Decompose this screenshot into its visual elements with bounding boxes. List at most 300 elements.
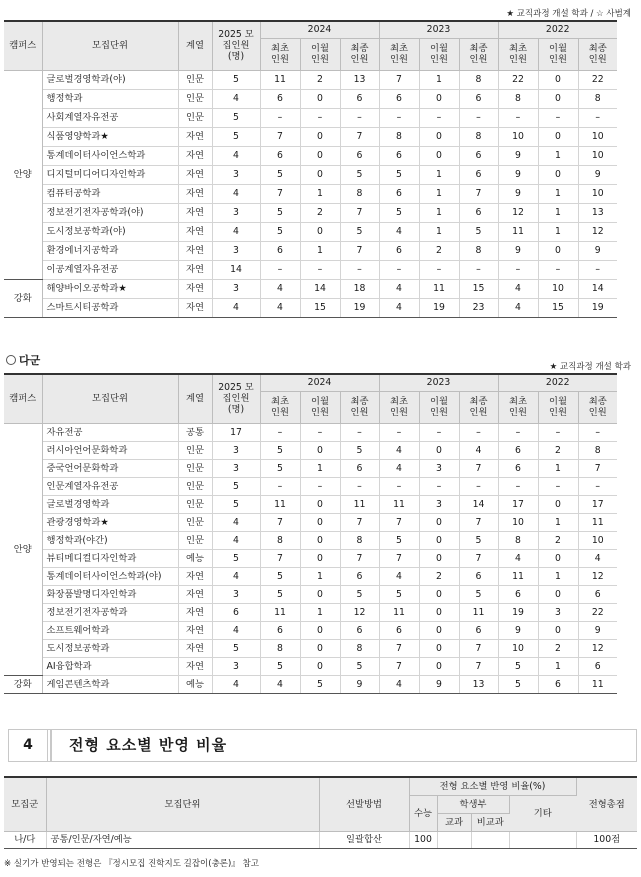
unit-cell: 소프트웨어학과 <box>42 621 178 639</box>
count-cell: 4 <box>260 675 300 693</box>
count-cell: 0 <box>419 127 459 146</box>
count-cell: 0 <box>538 585 578 603</box>
count-cell: 0 <box>300 621 340 639</box>
campus-cell: 강화 <box>4 675 42 693</box>
table-row <box>4 279 617 298</box>
count-cell: 15 <box>538 298 578 317</box>
unit-cell: 도시정보공학과(야) <box>42 222 178 241</box>
header-year: 2022 <box>498 374 617 391</box>
ratio-header-subject: 교과 <box>437 813 471 831</box>
count-cell: 1 <box>419 222 459 241</box>
count-cell: – <box>340 108 379 127</box>
header-sub: 최초 인원 <box>498 391 538 423</box>
count-cell: 19 <box>578 298 617 317</box>
count-cell: 9 <box>498 184 538 203</box>
count-cell: 7 <box>459 459 498 477</box>
unit-cell: 게임콘텐츠학과 <box>42 675 178 693</box>
count-cell: 1 <box>300 567 340 585</box>
count-cell: 5 <box>260 657 300 675</box>
table-row <box>4 298 617 317</box>
table-row <box>4 108 617 127</box>
count-cell: 10 <box>538 279 578 298</box>
count-cell: 11 <box>498 567 538 585</box>
count-cell: 2 <box>300 70 340 89</box>
count-cell: 9 <box>340 675 379 693</box>
count-cell: 7 <box>459 549 498 567</box>
ratio-cell-method: 일괄합산 <box>319 831 409 848</box>
count-cell: 9 <box>419 675 459 693</box>
count-cell: 19 <box>419 298 459 317</box>
count-cell: 0 <box>538 127 578 146</box>
count-cell: 0 <box>300 531 340 549</box>
count-cell: – <box>538 477 578 495</box>
count-cell: 3 <box>538 603 578 621</box>
count-cell: 3 <box>419 495 459 513</box>
unit-cell: 화장품발명디자인학과 <box>42 585 178 603</box>
campus-cell: 안양 <box>4 70 42 279</box>
count-cell: 7 <box>459 184 498 203</box>
table-row <box>4 441 617 459</box>
unit-cell: 컴퓨터공학과 <box>42 184 178 203</box>
count-cell: 1 <box>300 603 340 621</box>
quota-cell: 4 <box>212 89 260 108</box>
count-cell: 0 <box>419 585 459 603</box>
count-cell: 0 <box>419 603 459 621</box>
count-cell: 5 <box>340 585 379 603</box>
table-row <box>4 531 617 549</box>
header-unit: 모집단위 <box>42 21 178 70</box>
field-cell: 자연 <box>178 222 212 241</box>
count-cell: 6 <box>498 585 538 603</box>
count-cell: 7 <box>340 203 379 222</box>
count-cell: – <box>538 423 578 441</box>
count-cell: 4 <box>379 459 419 477</box>
field-cell: 자연 <box>178 165 212 184</box>
unit-cell: 정보전기전자공학과(야) <box>42 203 178 222</box>
count-cell: 5 <box>379 531 419 549</box>
count-cell: – <box>300 423 340 441</box>
ratio-cell-nonsubject <box>471 831 509 848</box>
quota-cell: 5 <box>212 127 260 146</box>
legend-teacher-course: ★ 교직과정 개설 학과 / ☆ 사범계 <box>506 9 631 19</box>
count-cell: 1 <box>538 657 578 675</box>
header-unit: 모집단위 <box>42 374 178 423</box>
ratio-header-method: 선발방법 <box>319 777 409 831</box>
count-cell: 5 <box>260 567 300 585</box>
count-cell: 8 <box>578 89 617 108</box>
count-cell: 11 <box>498 222 538 241</box>
count-cell: – <box>498 260 538 279</box>
quota-cell: 3 <box>212 241 260 260</box>
count-cell: 0 <box>300 657 340 675</box>
count-cell: 15 <box>300 298 340 317</box>
count-cell: 10 <box>498 513 538 531</box>
count-cell: 7 <box>578 459 617 477</box>
unit-cell: 자유전공 <box>42 423 178 441</box>
count-cell: – <box>498 477 538 495</box>
quota-cell: 5 <box>212 477 260 495</box>
count-cell: 5 <box>340 441 379 459</box>
table-row <box>4 184 617 203</box>
count-cell: 0 <box>538 241 578 260</box>
header-sub: 최종 인원 <box>578 38 617 70</box>
count-cell: 8 <box>459 127 498 146</box>
count-cell: 0 <box>300 165 340 184</box>
campus-cell: 안양 <box>4 423 42 675</box>
count-cell: – <box>379 477 419 495</box>
count-cell: 4 <box>260 298 300 317</box>
count-cell: 5 <box>340 165 379 184</box>
campus-cell: 강화 <box>4 279 42 317</box>
count-cell: 11 <box>260 495 300 513</box>
count-cell: 5 <box>300 675 340 693</box>
unit-cell: 스마트시티공학과 <box>42 298 178 317</box>
table-row <box>4 657 617 675</box>
header-campus: 캠퍼스 <box>4 21 42 70</box>
count-cell: 1 <box>419 203 459 222</box>
count-cell: 0 <box>300 585 340 603</box>
count-cell: 7 <box>459 513 498 531</box>
header-sub: 이월 인원 <box>538 38 578 70</box>
header-year: 2023 <box>379 374 498 391</box>
unit-cell: 정보전기전자공학과 <box>42 603 178 621</box>
table-row <box>4 165 617 184</box>
count-cell: 1 <box>538 203 578 222</box>
unit-cell: 관광경영학과★ <box>42 513 178 531</box>
count-cell: 7 <box>459 657 498 675</box>
count-cell: 4 <box>260 279 300 298</box>
count-cell: 6 <box>340 146 379 165</box>
count-cell: 19 <box>340 298 379 317</box>
count-cell: 6 <box>379 184 419 203</box>
ratio-table <box>4 776 637 849</box>
field-cell: 인문 <box>178 441 212 459</box>
count-cell: 0 <box>419 441 459 459</box>
count-cell: 11 <box>459 603 498 621</box>
count-cell: – <box>340 423 379 441</box>
count-cell: 0 <box>300 89 340 108</box>
header-sub: 최초 인원 <box>498 38 538 70</box>
count-cell: 11 <box>419 279 459 298</box>
count-cell: 9 <box>498 146 538 165</box>
field-cell: 공통 <box>178 423 212 441</box>
count-cell: 23 <box>459 298 498 317</box>
count-cell: 8 <box>498 531 538 549</box>
quota-cell: 5 <box>212 70 260 89</box>
field-cell: 인문 <box>178 89 212 108</box>
field-cell: 인문 <box>178 477 212 495</box>
section-divider <box>50 730 52 761</box>
count-cell: 8 <box>340 531 379 549</box>
unit-cell: 환경에너지공학과 <box>42 241 178 260</box>
count-cell: 6 <box>459 621 498 639</box>
count-cell: 17 <box>498 495 538 513</box>
header-sub: 이월 인원 <box>419 391 459 423</box>
unit-cell: AI융합학과 <box>42 657 178 675</box>
count-cell: – <box>578 108 617 127</box>
unit-cell: 러시아언어문화학과 <box>42 441 178 459</box>
field-cell: 예능 <box>178 675 212 693</box>
circle-bullet-icon <box>6 355 16 365</box>
count-cell: 5 <box>459 531 498 549</box>
count-cell: 0 <box>538 89 578 108</box>
count-cell: 6 <box>260 621 300 639</box>
quota-cell: 4 <box>212 298 260 317</box>
count-cell: – <box>260 477 300 495</box>
count-cell: – <box>498 108 538 127</box>
table-row <box>4 513 617 531</box>
table-row <box>4 477 617 495</box>
field-cell: 자연 <box>178 203 212 222</box>
count-cell: 9 <box>498 165 538 184</box>
count-cell: 4 <box>498 549 538 567</box>
quota-cell: 3 <box>212 165 260 184</box>
table-row <box>4 585 617 603</box>
count-cell: 11 <box>578 513 617 531</box>
count-cell: 11 <box>379 495 419 513</box>
table-row <box>4 70 617 89</box>
ratio-header-ratio: 전형 요소별 반영 비율(%) <box>409 777 576 795</box>
ratio-header-other: 기타 <box>509 795 576 831</box>
count-cell: 4 <box>459 441 498 459</box>
table-row <box>4 127 617 146</box>
quota-cell: 14 <box>212 260 260 279</box>
count-cell: – <box>379 423 419 441</box>
field-cell: 인문 <box>178 459 212 477</box>
quota-cell: 17 <box>212 423 260 441</box>
count-cell: 8 <box>459 70 498 89</box>
count-cell: – <box>498 423 538 441</box>
count-cell: 7 <box>340 513 379 531</box>
field-cell: 인문 <box>178 108 212 127</box>
count-cell: 9 <box>578 165 617 184</box>
table-row <box>4 567 617 585</box>
count-cell: 5 <box>260 203 300 222</box>
count-cell: 7 <box>379 549 419 567</box>
count-cell: 22 <box>498 70 538 89</box>
count-cell: 8 <box>340 184 379 203</box>
count-cell: 12 <box>578 222 617 241</box>
count-cell: 14 <box>459 495 498 513</box>
count-cell: 7 <box>459 639 498 657</box>
header-sub: 최초 인원 <box>379 391 419 423</box>
header-field: 계열 <box>178 374 212 423</box>
count-cell: 1 <box>538 459 578 477</box>
count-cell: 2 <box>300 203 340 222</box>
count-cell: 4 <box>498 298 538 317</box>
quota-cell: 4 <box>212 621 260 639</box>
header-sub: 최초 인원 <box>260 38 300 70</box>
count-cell: – <box>459 260 498 279</box>
unit-cell: 글로벌경영학과 <box>42 495 178 513</box>
count-cell: – <box>459 477 498 495</box>
table-row <box>4 549 617 567</box>
ratio-header-school: 학생부 <box>437 795 509 813</box>
count-cell: 1 <box>419 70 459 89</box>
count-cell: 8 <box>459 241 498 260</box>
field-cell: 자연 <box>178 657 212 675</box>
count-cell: 11 <box>260 70 300 89</box>
count-cell: 4 <box>379 298 419 317</box>
count-cell: – <box>578 423 617 441</box>
count-cell: 6 <box>578 657 617 675</box>
header-sub: 이월 인원 <box>538 391 578 423</box>
table-row <box>4 495 617 513</box>
count-cell: 0 <box>419 531 459 549</box>
count-cell: 6 <box>459 146 498 165</box>
header-sub: 이월 인원 <box>300 38 340 70</box>
count-cell: 11 <box>260 603 300 621</box>
count-cell: 12 <box>340 603 379 621</box>
count-cell: 8 <box>578 441 617 459</box>
count-cell: 5 <box>379 165 419 184</box>
count-cell: 8 <box>260 639 300 657</box>
ratio-cell-group: 나/다 <box>4 831 46 848</box>
count-cell: 6 <box>578 585 617 603</box>
count-cell: 7 <box>340 549 379 567</box>
unit-cell: 글로벌경영학과(야) <box>42 70 178 89</box>
count-cell: 5 <box>498 657 538 675</box>
count-cell: – <box>419 423 459 441</box>
count-cell: – <box>340 260 379 279</box>
count-cell: 6 <box>379 241 419 260</box>
quota-cell: 3 <box>212 279 260 298</box>
count-cell: 6 <box>340 621 379 639</box>
header-year: 2023 <box>379 21 498 38</box>
count-cell: 0 <box>300 549 340 567</box>
unit-cell: 행정학과 <box>42 89 178 108</box>
admission-table-da <box>4 373 617 694</box>
count-cell: 0 <box>419 89 459 108</box>
footnote: ※ 실기가 반영되는 전형은 『정시모집 진학지도 길잡이(충론)』 참고 <box>4 859 259 869</box>
count-cell: 6 <box>459 203 498 222</box>
count-cell: 1 <box>538 567 578 585</box>
unit-cell: 행정학과(야간) <box>42 531 178 549</box>
field-cell: 예능 <box>178 549 212 567</box>
unit-cell: 뷰티메디컬디자인학과 <box>42 549 178 567</box>
count-cell: 12 <box>578 639 617 657</box>
section-title-da <box>6 352 40 368</box>
count-cell: 6 <box>379 146 419 165</box>
unit-cell: 식품영양학과★ <box>42 127 178 146</box>
legend-teacher-course-da: ★ 교직과정 개설 학과 <box>549 362 631 372</box>
count-cell: 7 <box>340 241 379 260</box>
header-sub: 최종 인원 <box>459 391 498 423</box>
count-cell: 1 <box>419 184 459 203</box>
count-cell: 7 <box>379 70 419 89</box>
count-cell: 6 <box>498 441 538 459</box>
count-cell: 12 <box>578 567 617 585</box>
count-cell: 13 <box>459 675 498 693</box>
table-row <box>4 639 617 657</box>
count-cell: – <box>578 477 617 495</box>
count-cell: 10 <box>578 184 617 203</box>
count-cell: 1 <box>538 222 578 241</box>
ratio-cell-unit: 공통/인문/자연/예능 <box>46 831 319 848</box>
table-row <box>4 603 617 621</box>
count-cell: 1 <box>419 165 459 184</box>
field-cell: 자연 <box>178 567 212 585</box>
header-sub: 이월 인원 <box>419 38 459 70</box>
count-cell: 0 <box>300 127 340 146</box>
header-quota-2025: 2025 모집인원 (명) <box>212 21 260 70</box>
count-cell: – <box>260 260 300 279</box>
unit-cell: 통계데이터사이언스학과(야) <box>42 567 178 585</box>
count-cell: 10 <box>578 531 617 549</box>
count-cell: 7 <box>260 513 300 531</box>
count-cell: 17 <box>578 495 617 513</box>
count-cell: 6 <box>340 89 379 108</box>
count-cell: 7 <box>340 127 379 146</box>
count-cell: 8 <box>498 89 538 108</box>
count-cell: – <box>538 108 578 127</box>
count-cell: 6 <box>260 241 300 260</box>
count-cell: 5 <box>260 222 300 241</box>
header-campus: 캠퍼스 <box>4 374 42 423</box>
count-cell: 22 <box>578 603 617 621</box>
table-row <box>4 89 617 108</box>
header-year: 2024 <box>260 21 379 38</box>
count-cell: 5 <box>379 203 419 222</box>
count-cell: – <box>340 477 379 495</box>
field-cell: 자연 <box>178 184 212 203</box>
count-cell: 0 <box>538 549 578 567</box>
count-cell: 0 <box>300 222 340 241</box>
count-cell: 5 <box>340 222 379 241</box>
table-row <box>4 241 617 260</box>
count-cell: 15 <box>459 279 498 298</box>
count-cell: 6 <box>459 89 498 108</box>
field-cell: 자연 <box>178 298 212 317</box>
count-cell: 6 <box>498 459 538 477</box>
count-cell: 13 <box>578 203 617 222</box>
count-cell: 1 <box>538 513 578 531</box>
header-sub: 최종 인원 <box>459 38 498 70</box>
header-field: 계열 <box>178 21 212 70</box>
count-cell: 11 <box>340 495 379 513</box>
field-cell: 자연 <box>178 585 212 603</box>
quota-cell: 5 <box>212 108 260 127</box>
quota-cell: 4 <box>212 222 260 241</box>
header-year: 2024 <box>260 374 379 391</box>
count-cell: 5 <box>260 459 300 477</box>
count-cell: 18 <box>340 279 379 298</box>
header-quota-2025: 2025 모집인원 (명) <box>212 374 260 423</box>
unit-cell: 통계데이터사이언스학과 <box>42 146 178 165</box>
count-cell: 6 <box>379 621 419 639</box>
count-cell: – <box>419 477 459 495</box>
count-cell: 2 <box>538 531 578 549</box>
count-cell: 5 <box>260 165 300 184</box>
count-cell: – <box>419 108 459 127</box>
count-cell: 0 <box>538 621 578 639</box>
count-cell: 0 <box>538 165 578 184</box>
count-cell: 0 <box>538 495 578 513</box>
count-cell: – <box>260 423 300 441</box>
count-cell: 7 <box>379 657 419 675</box>
admission-table-ga <box>4 20 617 318</box>
table-row <box>4 423 617 441</box>
count-cell: 5 <box>498 675 538 693</box>
table-row <box>4 621 617 639</box>
header-sub: 최종 인원 <box>340 38 379 70</box>
quota-cell: 5 <box>212 549 260 567</box>
count-cell: 1 <box>538 184 578 203</box>
count-cell: 22 <box>578 70 617 89</box>
quota-cell: 5 <box>212 495 260 513</box>
count-cell: 3 <box>419 459 459 477</box>
count-cell: 10 <box>498 639 538 657</box>
